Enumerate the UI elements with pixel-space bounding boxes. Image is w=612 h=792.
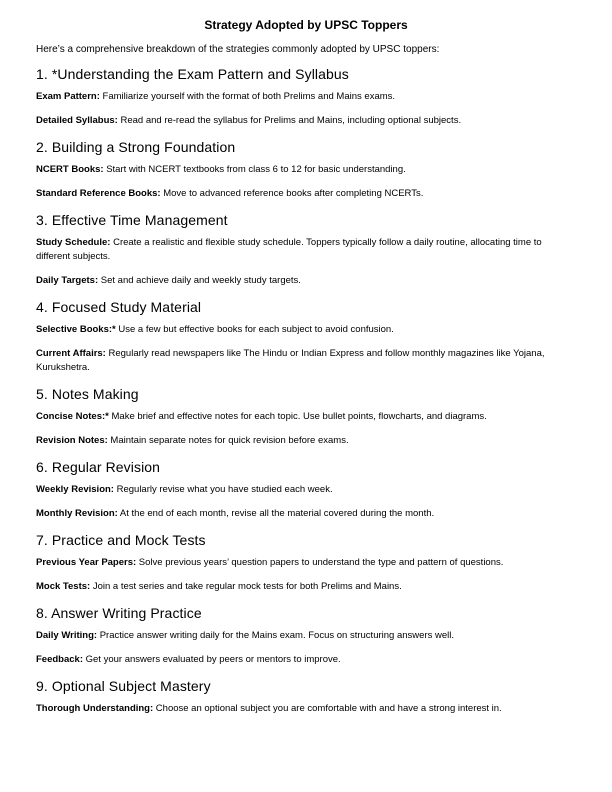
section [36,211,576,288]
item-text: Choose an optional subject you are comfortable with and have a strong interest in. [153,703,502,714]
bullet-item [36,434,576,448]
item-text: Create a realistic and flexible study schedule. Toppers typically follow a daily routine, allocating time to different subjects. [36,237,542,262]
section [36,458,576,521]
bullet-item [36,653,576,667]
item-label: Weekly Revision: [36,484,114,495]
document-title: Strategy Adopted by UPSC Toppers [204,18,408,32]
item-label: Standard Reference Books: [36,188,161,199]
item-text: Read and re-read the syllabus for Prelims and Mains, including optional subjects. [117,115,462,126]
section-heading: 7. Practice and Mock Tests [36,532,206,548]
item-text: Regularly read newspapers like The Hindu or Indian Express and follow monthly magazines like Yojana, Kurukshetra. [36,348,545,373]
section-heading: 5. Notes Making [36,386,139,402]
item-text: At the end of each month, revise all the material covered during the month. [117,508,435,519]
item-label: Revision Notes: [36,435,108,446]
item-label: Current Affairs: [36,348,106,359]
item-label: Previous Year Papers: [36,557,137,568]
section-heading: 1. *Understanding the Exam Pattern and Syllabus [36,66,349,82]
item-label: Selective Books:* [36,324,116,335]
item-label: Mock Tests: [36,581,91,592]
bullet-item [36,323,576,337]
intro-paragraph: Here’s a comprehensive breakdown of the strategies commonly adopted by UPSC toppers: [36,44,440,55]
section-heading: 9. Optional Subject Mastery [36,678,211,694]
bullet-item [36,702,576,716]
item-label: Monthly Revision: [36,508,118,519]
section [36,677,576,716]
item-text: Set and achieve daily and weekly study targets. [98,275,301,286]
item-text: Join a test series and take regular mock tests for both Prelims and Mains. [90,581,402,592]
bullet-item [36,274,576,288]
bullet-item [36,507,576,521]
section-heading: 4. Focused Study Material [36,299,202,315]
section [36,138,576,201]
section [36,298,576,375]
bullet-item [36,187,576,201]
section-heading: 2. Building a Strong Foundation [36,139,236,155]
item-text: Start with NCERT textbooks from class 6 to 12 for basic understanding. [103,164,406,175]
item-text: Practice answer writing daily for the Mains exam. Focus on structuring answers well. [97,630,454,641]
bullet-item [36,163,576,177]
section-heading: 6. Regular Revision [36,459,161,475]
item-text: Make brief and effective notes for each topic. Use bullet points, flowcharts, and diagrams. [108,411,487,422]
item-text: Move to advanced reference books after completing NCERTs. [160,188,424,199]
item-label: Daily Writing: [36,630,98,641]
item-label: Feedback: [36,654,83,665]
item-label: Daily Targets: [36,275,99,286]
item-text: Maintain separate notes for quick revision before exams. [107,435,349,446]
sections-container [36,65,576,716]
bullet-item [36,90,576,104]
item-text: Regularly revise what you have studied each week. [113,484,333,495]
item-label: Study Schedule: [36,237,111,248]
section [36,604,576,667]
item-text: Solve previous years’ question papers to understand the type and pattern of questions. [136,557,504,568]
item-label: Thorough Understanding: [36,703,154,714]
item-label: NCERT Books: [36,164,104,175]
bullet-item [36,236,576,264]
item-label: Exam Pattern: [36,91,100,102]
bullet-item [36,347,576,375]
item-text: Familiarize yourself with the format of both Prelims and Mains exams. [99,91,396,102]
item-label: Concise Notes:* [36,411,109,422]
bullet-item [36,410,576,424]
section-heading: 3. Effective Time Management [36,212,228,228]
section [36,65,576,128]
bullet-item [36,114,576,128]
item-text: Get your answers evaluated by peers or mentors to improve. [83,654,341,665]
bullet-item [36,580,576,594]
item-label: Detailed Syllabus: [36,115,118,126]
item-text: Use a few but effective books for each subject to avoid confusion. [115,324,394,335]
section [36,531,576,594]
bullet-item [36,629,576,643]
section [36,385,576,448]
bullet-item [36,483,576,497]
bullet-item [36,556,576,570]
section-heading: 8. Answer Writing Practice [36,605,202,621]
